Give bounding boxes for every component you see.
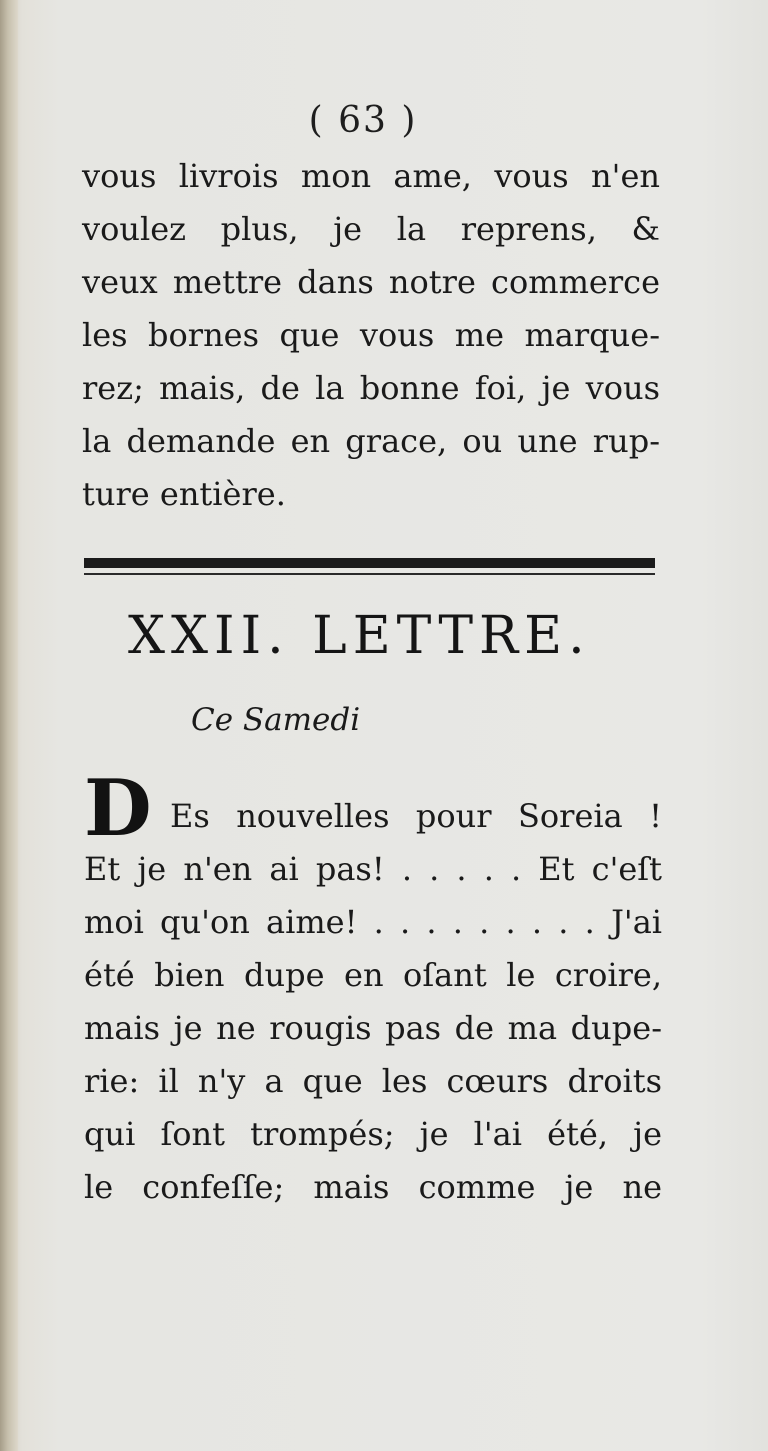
first-text-line: Es nouvelles pour Soreia ! <box>170 797 662 835</box>
section-divider-thin <box>84 573 655 575</box>
letter-dateline: Ce Samedi <box>191 702 361 738</box>
previous-letter-ending <box>82 150 660 521</box>
drop-cap: D <box>84 763 152 854</box>
text-line: mais je ne rougis pas de ma dupe- <box>84 1009 662 1047</box>
text-line: la demande en grace, ou une rup- <box>82 422 660 460</box>
text-line: veux mettre dans notre commerce <box>82 263 660 301</box>
text-line: rie: il n'y a que les cœurs droits <box>84 1062 662 1100</box>
text-line: vous livrois mon ame, vous n'en <box>82 157 660 195</box>
text-line: les bornes que vous me marque- <box>82 316 660 354</box>
text-line: moi qu'on aime! . . . . . . . . . J'ai <box>84 903 662 941</box>
text-line: ture entière. <box>82 475 286 513</box>
text-line: le confeſſe; mais comme je ne <box>84 1168 662 1206</box>
letter-body <box>84 843 662 1214</box>
text-line: Et je n'en ai pas! . . . . . Et c'eſt <box>84 850 662 888</box>
page-number: ( 63 ) <box>308 100 418 141</box>
text-line: été bien dupe en oſant le croire, <box>84 956 662 994</box>
text-line: voulez plus, je la reprens, & <box>82 210 660 248</box>
text-line: rez; mais, de la bonne foi, je vous <box>82 369 660 407</box>
letter-heading: XXII. LETTRE. <box>128 606 591 666</box>
section-divider-thick <box>84 558 655 568</box>
text-line: qui ſont trompés; je l'ai été, je <box>84 1115 662 1153</box>
book-spine <box>0 0 18 1451</box>
